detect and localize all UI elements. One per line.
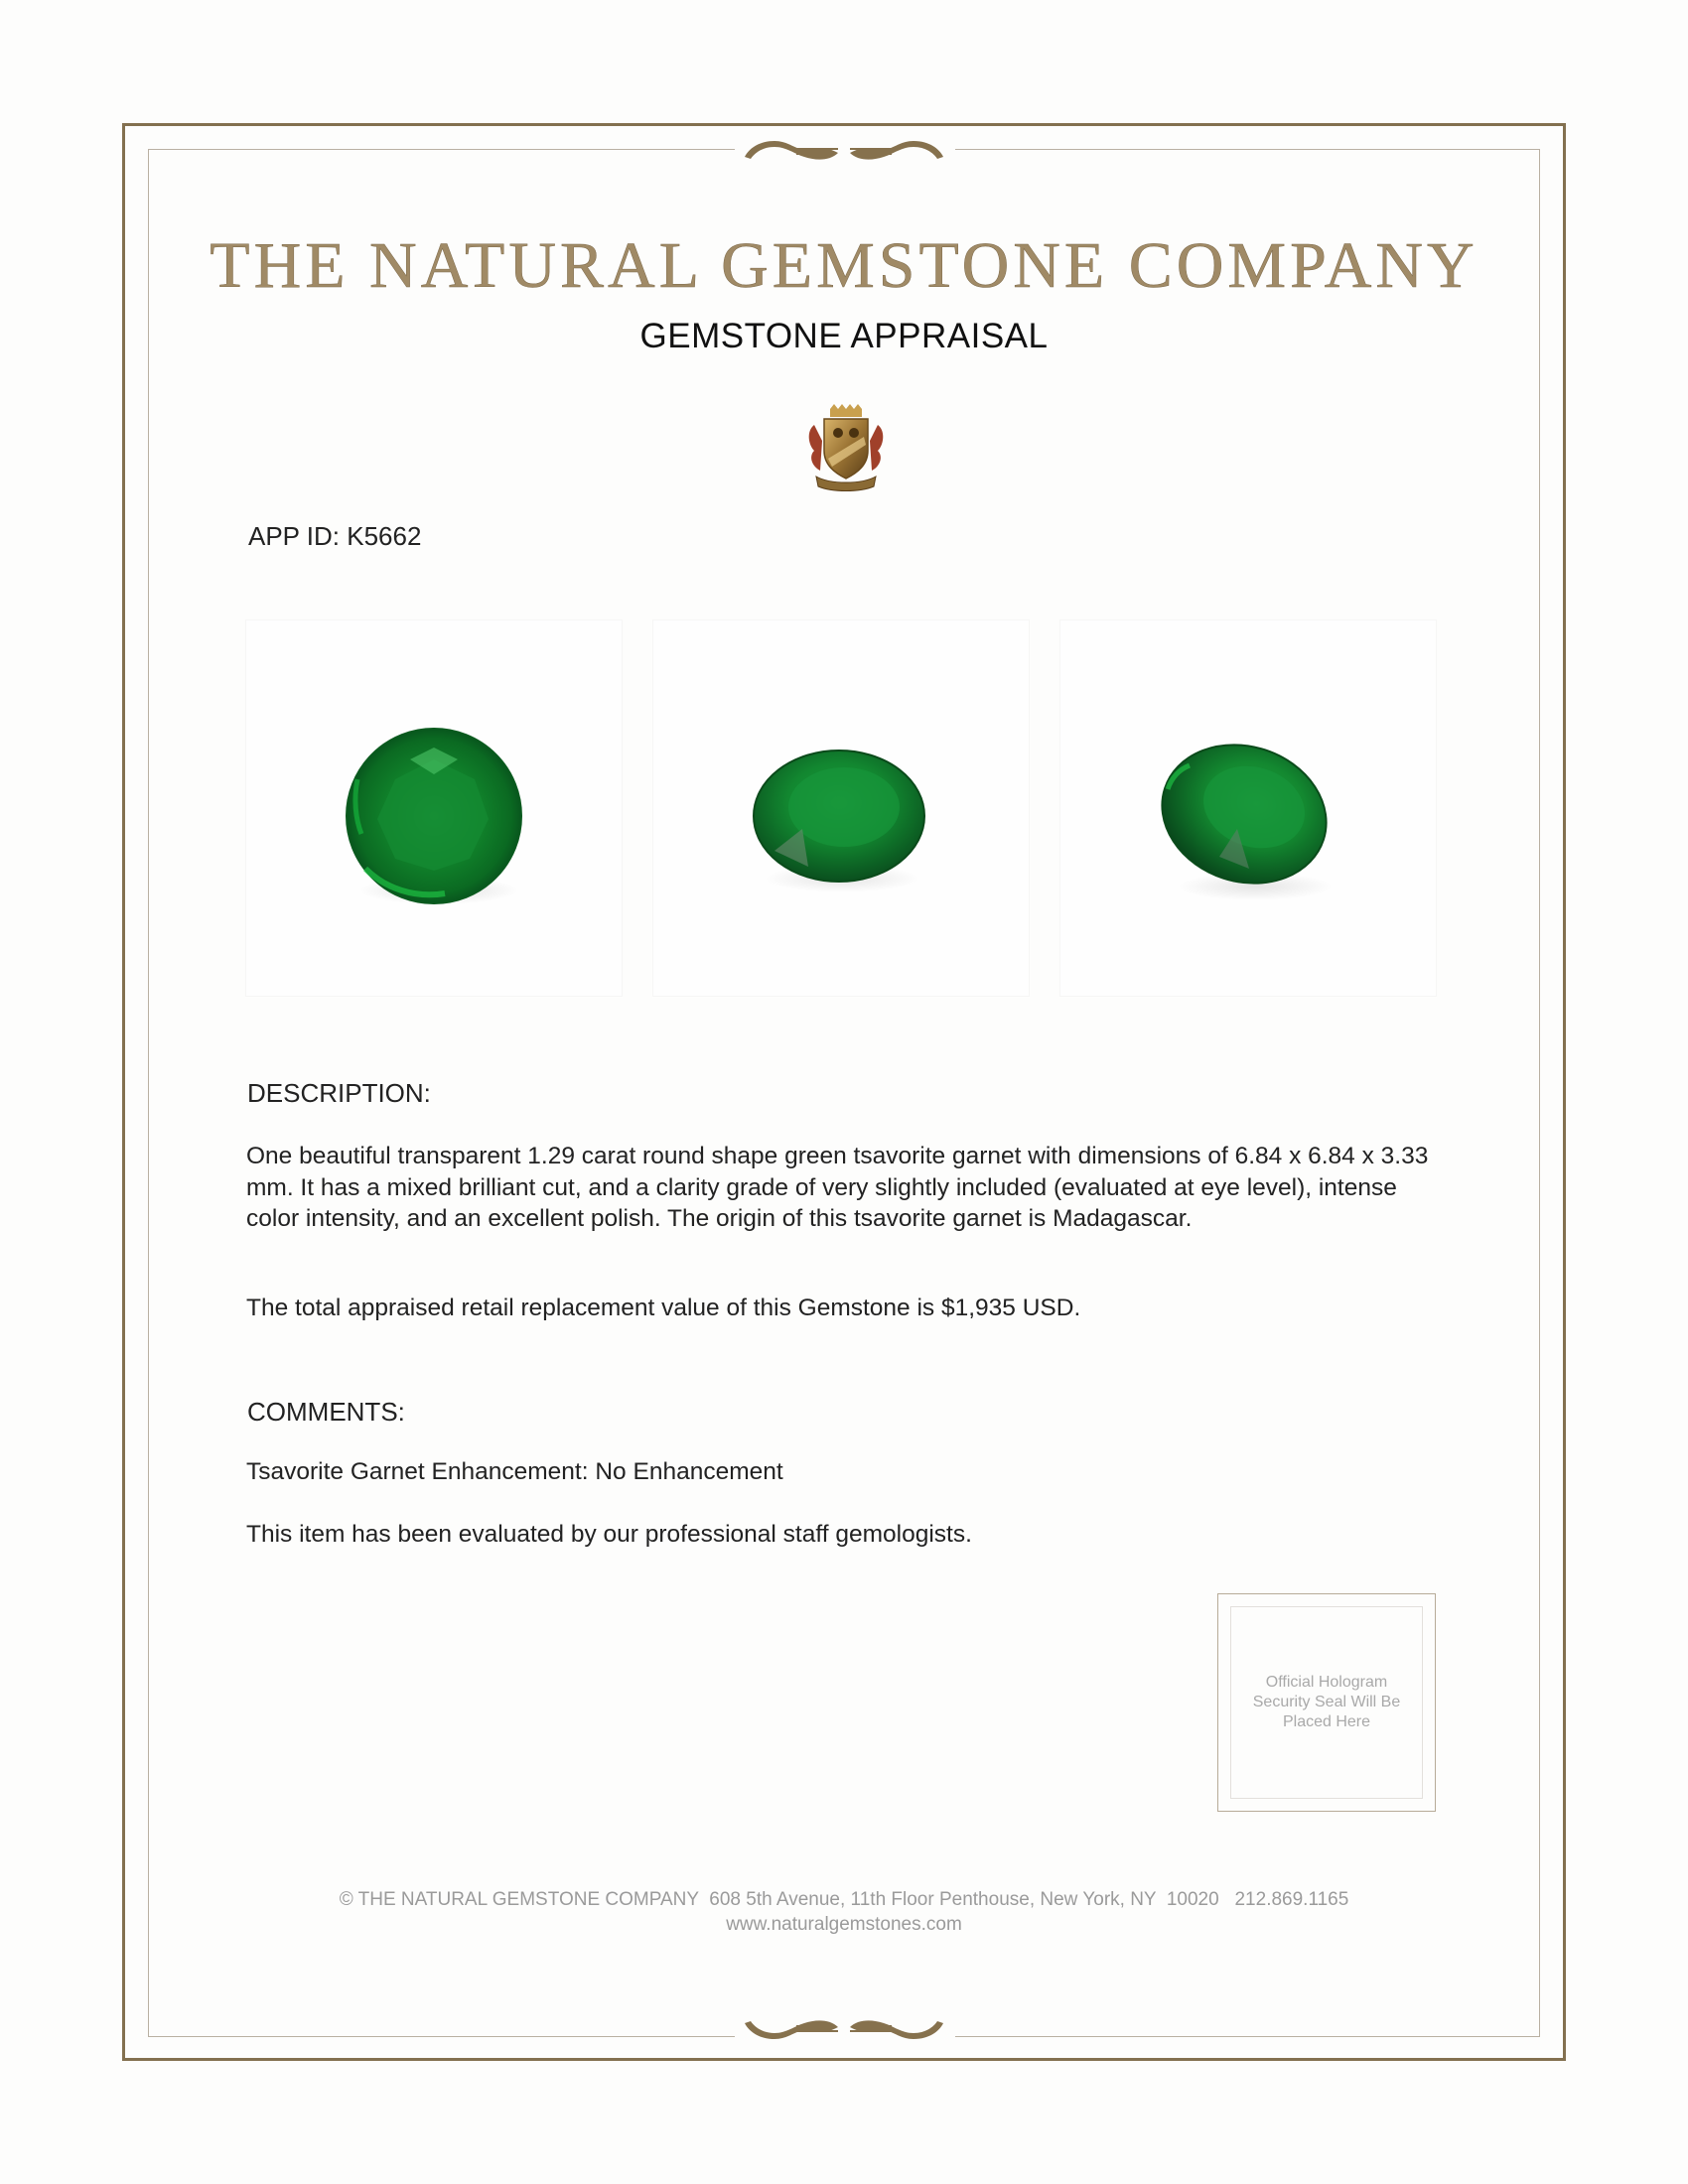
heraldic-crest-icon — [800, 401, 892, 492]
top-flourish-icon — [735, 127, 953, 167]
appraised-value-statement: The total appraised retail replacement value of this Gemstone is $1,935 USD. — [246, 1295, 1081, 1321]
hologram-seal-text: Official Hologram Security Seal Will Be Placed Here — [1252, 1674, 1401, 1730]
gem-image-top-view — [246, 620, 622, 996]
gem-image-angled-view-2 — [1060, 620, 1436, 996]
hologram-seal-inner — [1230, 1606, 1423, 1799]
gem-angled-icon — [1060, 620, 1436, 996]
gem-angled-icon — [653, 620, 1029, 996]
comments-heading: COMMENTS: — [247, 1397, 405, 1427]
description-heading: DESCRIPTION: — [247, 1078, 431, 1108]
description-body: One beautiful transparent 1.29 carat round shape green tsavorite garnet with dimensions of 6.84 x 6.84 x 3.33 mm. It has a mixed brilliant cut, and a clarity grade of very slightly included (evaluated at eye level), intense color intensity, and an excellent polish. The origin of this tsavorite garnet is Madagascar. — [246, 1143, 1429, 1232]
company-name: THE NATURAL GEMSTONE COMPANY — [210, 229, 1478, 302]
bottom-flourish-icon — [735, 2013, 953, 2053]
evaluation-note: This item has been evaluated by our professional staff gemologists. — [246, 1521, 972, 1548]
footer-website[interactable]: www.naturalgemstones.com — [726, 1914, 962, 1935]
enhancement-comment: Tsavorite Garnet Enhancement: No Enhancement — [246, 1458, 783, 1485]
hologram-seal-box — [1217, 1593, 1436, 1812]
footer-address: © THE NATURAL GEMSTONE COMPANY 608 5th Avenue, 11th Floor Penthouse, New York, NY 10020 212.869.1165 — [339, 1889, 1349, 1910]
gem-image-angled-view-1 — [653, 620, 1029, 996]
document-title: GEMSTONE APPRAISAL — [639, 317, 1049, 355]
app-id: APP ID: K5662 — [248, 521, 422, 551]
gem-top-icon — [246, 620, 622, 996]
